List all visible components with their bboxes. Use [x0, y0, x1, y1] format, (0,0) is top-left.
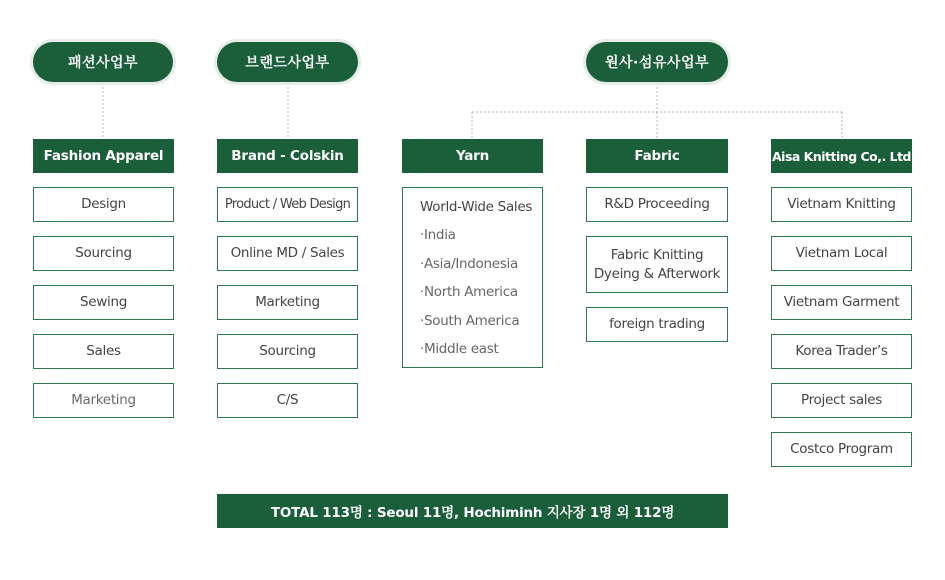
- yarn-sales-box: [402, 187, 543, 368]
- header-fabric: Fabric: [586, 139, 728, 173]
- yarn-region-item: ·India: [420, 227, 456, 243]
- division-fashion: 패션사업부: [33, 42, 173, 82]
- item-online-md-sales: Online MD / Sales: [217, 236, 358, 271]
- item-costco-program: Costco Program: [771, 432, 912, 467]
- header-aisa-knitting: Aisa Knitting Co,. Ltd: [771, 139, 912, 173]
- item-foreign-trading: foreign trading: [586, 307, 728, 342]
- item-korea-traders: Korea Trader’s: [771, 334, 912, 369]
- item-rd-proceeding: R&D Proceeding: [586, 187, 728, 222]
- item-dyeing-afterwork-line: Dyeing & Afterwork: [593, 265, 721, 282]
- item-project-sales: Project sales: [771, 383, 912, 418]
- yarn-region-item: ·Middle east: [420, 341, 499, 357]
- yarn-region-item: ·North America: [420, 284, 518, 300]
- yarn-region-item: ·Asia/Indonesia: [420, 255, 518, 272]
- item-design: Design: [33, 187, 174, 222]
- item-vietnam-local: Vietnam Local: [771, 236, 912, 271]
- division-textile: 원사·섬유사업부: [586, 42, 728, 82]
- yarn-sales-title: World-Wide Sales: [420, 199, 533, 215]
- item-sourcing: Sourcing: [33, 236, 174, 271]
- item-product-web-design: Product / Web Design: [217, 187, 358, 222]
- item-fabric-knitting-line: Fabric Knitting: [610, 246, 704, 263]
- header-brand-colskin: Brand - Colskin: [217, 139, 358, 173]
- item-cs: C/S: [217, 383, 358, 418]
- total-headcount-bar: TOTAL 113명 : Seoul 11명, Hochiminh 지사장 1명 외 112명: [217, 494, 728, 528]
- item-fabric-knitting-dyeing: [586, 236, 728, 293]
- item-vietnam-knitting: Vietnam Knitting: [771, 187, 912, 222]
- item-vietnam-garment: Vietnam Garment: [771, 285, 912, 320]
- yarn-region-item: ·South America: [420, 312, 520, 329]
- item-marketing: Marketing: [33, 383, 174, 418]
- header-fashion-apparel: Fashion Apparel: [33, 139, 174, 173]
- division-brand: 브랜드사업부: [217, 42, 358, 82]
- item-marketing: Marketing: [217, 285, 358, 320]
- header-yarn: Yarn: [402, 139, 543, 173]
- item-sewing: Sewing: [33, 285, 174, 320]
- item-sales: Sales: [33, 334, 174, 369]
- item-sourcing: Sourcing: [217, 334, 358, 369]
